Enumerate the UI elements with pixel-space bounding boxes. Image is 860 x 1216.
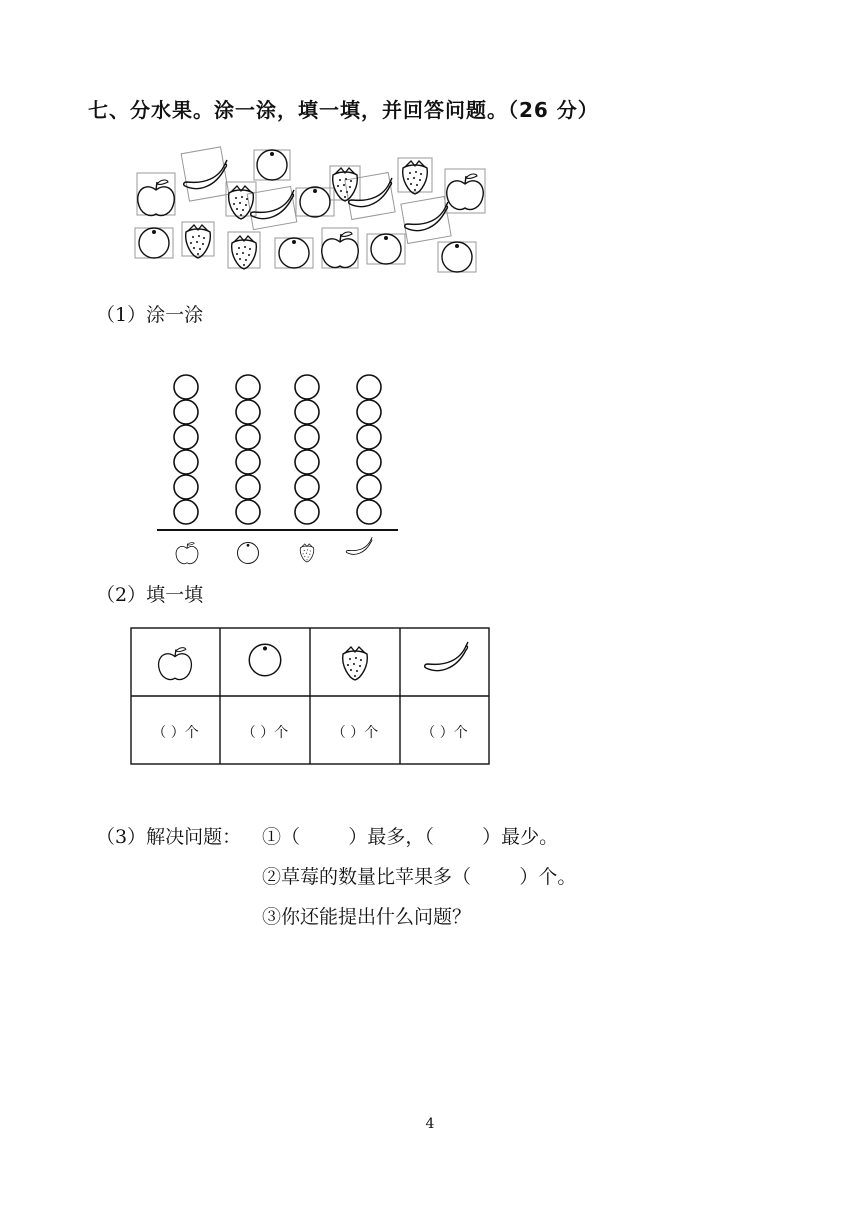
strawberry-icon [343,647,368,680]
banana-icon [425,642,468,671]
question-2: ②草莓的数量比苹果多（ ）个。 [262,866,577,888]
count-cell-orange[interactable]: （ ）个 [241,725,289,741]
question-3: ③你还能提出什么问题？ [262,906,472,928]
apple-icon [159,648,192,680]
page-number: 4 [425,1116,435,1132]
part3-label: （3）解决问题： [96,826,242,848]
question-1: ①（ ）最多，（ ）最少。 [262,826,559,848]
count-cell-apple[interactable]: （ ）个 [152,725,199,741]
count-cell-banana[interactable]: （ ）个 [421,725,468,741]
part2-label: （2）填一填 [96,584,204,606]
section-title: 七、分水果。涂一涂，填一填，并回答问题。（26 分） [88,98,599,122]
part1-label: （1）涂一涂 [96,304,204,326]
orange-icon [249,644,281,676]
count-cell-strawberry[interactable]: （ ）个 [331,725,379,741]
